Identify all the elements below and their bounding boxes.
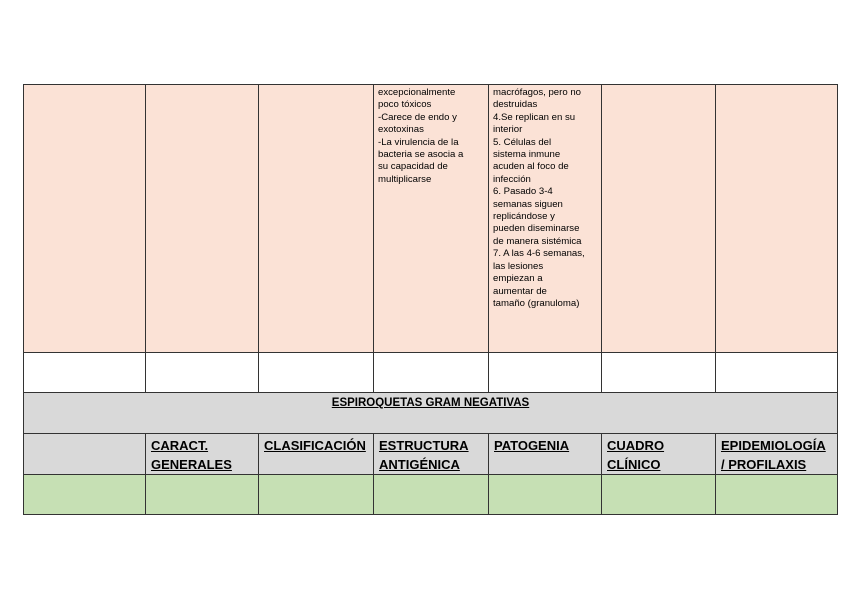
header-cuadro-clinico: CUADRO CLÍNICO	[602, 434, 716, 475]
cell-text-line: de manera sistémica	[493, 235, 582, 247]
cell-text-line: infección	[493, 173, 531, 185]
table-cell	[24, 434, 146, 475]
cell-text-line: bacteria se asocia a	[378, 149, 464, 161]
table-cell	[374, 475, 489, 515]
header-estructura-antigenica: ESTRUCTURA ANTIGÉNICA	[374, 434, 489, 475]
cell-text-line: semanas siguen	[493, 198, 563, 210]
cell-text-line: poco tóxicos	[378, 99, 432, 111]
header-patogenia: PATOGENIA	[489, 434, 602, 475]
table-row-continuation	[24, 85, 838, 353]
header-row	[24, 434, 838, 475]
cell-text-line: sistema inmune	[493, 149, 561, 161]
cell-text-line: destruidas	[493, 99, 538, 111]
cell-text-line: 7. A las 4-6 semanas,	[493, 248, 585, 260]
cell-text-line: tamaño (granuloma)	[493, 297, 580, 309]
table-cell	[259, 85, 374, 353]
table-cell	[489, 475, 602, 515]
cell-text-line: -Carece de endo y	[378, 111, 457, 123]
table-cell	[489, 353, 602, 393]
cell-text-line: 5. Células del	[493, 136, 552, 148]
table-row-empty	[24, 353, 838, 393]
cell-text-line: interior	[493, 124, 523, 136]
table-cell	[716, 475, 838, 515]
cell-text-line: pueden diseminarse	[493, 223, 580, 235]
cell-text-line: empiezan a	[493, 273, 543, 285]
cell-text-line: 6. Pasado 3-4	[493, 186, 553, 198]
table-cell	[146, 475, 259, 515]
table-cell	[716, 85, 838, 353]
cell-text-line: aumentar de	[493, 285, 547, 297]
table-cell-estructura-text	[374, 85, 489, 353]
cell-text-line: las lesiones	[493, 260, 544, 272]
table-cell	[602, 85, 716, 353]
header-epidemiologia-profilaxis: EPIDEMIOLOGÍA / PROFILAXIS	[716, 434, 838, 475]
table-cell	[374, 353, 489, 393]
table-cell	[259, 353, 374, 393]
header-clasificacion: CLASIFICACIÓN	[259, 434, 374, 475]
table-cell	[24, 85, 146, 353]
cell-text-line: acuden al foco de	[493, 161, 569, 173]
table-row-green	[24, 475, 838, 515]
cell-text-line: su capacidad de	[378, 161, 448, 173]
table-cell	[602, 475, 716, 515]
cell-text-line: macrófagos, pero no	[493, 87, 581, 98]
section-title-row	[24, 393, 838, 434]
table-cell	[602, 353, 716, 393]
cell-text-line: exotoxinas	[378, 124, 424, 136]
cell-text-line: multiplicarse	[378, 173, 432, 185]
cell-text-line: replicándose y	[493, 211, 555, 223]
cell-text-line: -La virulencia de la	[378, 136, 459, 148]
cell-text-line: excepcionalmente	[378, 87, 456, 98]
header-caract-generales: CARACT. GENERALES	[146, 434, 259, 475]
table-cell-patogenia-text	[489, 85, 602, 353]
section-title: ESPIROQUETAS GRAM NEGATIVAS	[24, 393, 838, 434]
table-cell	[24, 353, 146, 393]
table-cell	[259, 475, 374, 515]
table-cell	[24, 475, 146, 515]
cell-text-line: 4.Se replican en su	[493, 111, 576, 123]
document-table	[23, 84, 838, 515]
table-cell	[716, 353, 838, 393]
table-cell	[146, 85, 259, 353]
table-cell	[146, 353, 259, 393]
